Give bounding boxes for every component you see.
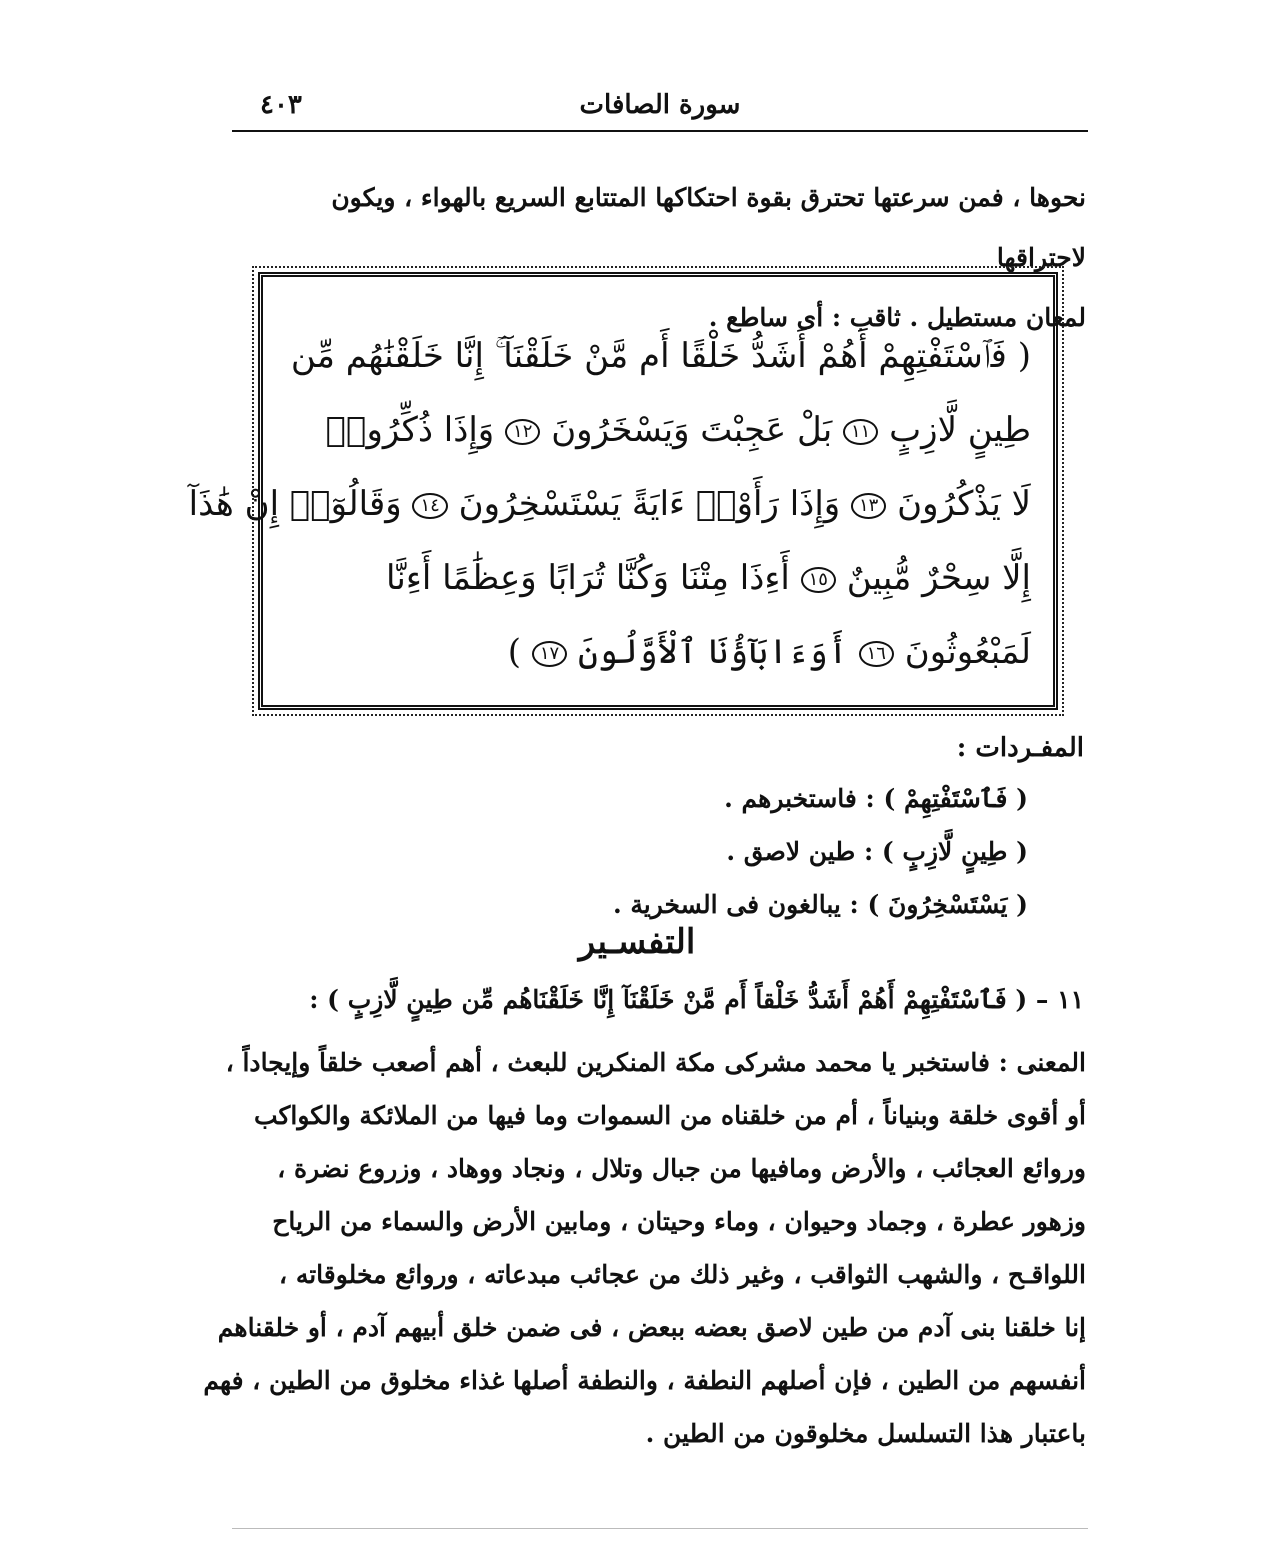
vocabulary-heading: المفـردات : xyxy=(956,733,1084,763)
verse-text xyxy=(188,319,1031,689)
vocabulary-item: ( يَسْتَسْخِرُونَ ) : يبالغون فى السخرية . xyxy=(612,890,1028,919)
page-header xyxy=(232,84,1088,128)
tafsir-line: وروائع العجائب ، والأرض ومافيها من جبال وتلال ، ونجاد ووهاد ، وزروع نضرة ، xyxy=(277,1154,1086,1183)
verse-number-badge: ١٧ xyxy=(532,641,567,667)
footer-divider xyxy=(232,1528,1088,1529)
page-number: ٤٠٣ xyxy=(260,90,302,120)
tafsir-line: وزهور عطرة ، وجماد وحيوان ، وماء وحيتان ، ومابين الأرض والسماء من الرياح xyxy=(272,1207,1086,1236)
verse-segment: أَءِذَا مِتْنَا وَكُنَّا تُرَابًا وَعِظَٰمًا أَءِنَّا xyxy=(386,558,790,598)
verse-line xyxy=(293,393,1031,467)
verse-number-badge: ١٦ xyxy=(859,641,894,667)
verse-segment: ( فَٱسْتَفْتِهِمْ أَهُمْ أَشَدُّ خَلْقًا أَم مَّنْ خَلَقْنَآ ۚ إِنَّا خَلَقْنَٰهُم مِّن xyxy=(290,336,1031,376)
tafsir-line: أنفسهم من الطين ، فإن أصلهم النطفة ، والنطفة أصلها غذاء مخلوق من الطين ، فهم xyxy=(203,1366,1086,1395)
tafsir-verse-reference: ١١ – ( فَٱسْتَفْتِهِمْ أَهُمْ أَشَدُّ خَلْقاً أَم مَّنْ خَلَقْنَآ إِنَّا خَلَقْنَاهُم مِّن طِينٍ لَّازِبٍ ) : xyxy=(309,985,1084,1014)
surah-title: سورة الصافات xyxy=(579,90,741,120)
verse-number-badge: ١١ xyxy=(843,419,878,445)
tafsir-line: المعنى : فاستخبر يا محمد مشركى مكة المنكرين للبعث ، أهم أصعب خلقاً وإيجاداً ، xyxy=(225,1048,1086,1077)
verse-segment: ) xyxy=(507,632,522,672)
intro-line: نحوها ، فمن سرعتها تحترق بقوة احتكاكها المتتابع السريع بالهواء ، ويكون لاحتراقها xyxy=(331,183,1086,272)
verse-segment: إِلَّا سِحْرٌ مُّبِينٌ xyxy=(846,558,1031,598)
verse-segment: وَإِذَا ذُكِّرُوا۟ xyxy=(325,410,495,450)
verse-number-badge: ١٥ xyxy=(801,567,836,593)
tafsir-line: اللواقـح ، والشهب الثواقب ، وغير ذلك من عجائب مبدعاته ، وروائع مخلوقاته ، xyxy=(279,1260,1086,1289)
intro-line: لمعان مستطيل . ثاقب : أى ساطع . xyxy=(708,303,1086,332)
vocabulary-item: ( فَٱسْتَفْتِهِمْ ) : فاستخبرهم . xyxy=(724,784,1028,813)
verse-segment: طِينٍ لَّازِبٍ xyxy=(889,410,1031,450)
verse-segment: أَوَءَابَآؤُنَا ٱلْأَوَّلُونَ xyxy=(577,632,848,672)
tafsir-heading: التفسـير xyxy=(578,922,696,962)
verse-line xyxy=(188,467,1031,541)
verse-line xyxy=(293,541,1031,615)
tafsir-paragraph xyxy=(203,1036,1086,1460)
verse-line xyxy=(293,615,1031,689)
verse-segment: وَإِذَا رَأَوْا۟ ءَايَةً يَسْتَسْخِرُونَ xyxy=(458,484,841,524)
verse-number-badge: ١٣ xyxy=(851,493,886,519)
quran-verse-frame xyxy=(188,272,1058,710)
tafsir-line: باعتبار هذا التسلسل مخلوقون من الطين . xyxy=(645,1419,1086,1448)
verse-number-badge: ١٢ xyxy=(505,419,540,445)
tafsir-line: أو أقوى خلقة وبنياناً ، أم من خلقناه من السموات وما فيها من الملائكة والكواكب xyxy=(253,1101,1086,1130)
verse-segment: وَقَالُوٓا۟ إِنْ هَٰذَآ xyxy=(188,484,402,524)
tafsir-line: إنا خلقنا بنى آدم من طين لاصق بعضه ببعض ، فى ضمن خلق أبيهم آدم ، أو خلقناهم xyxy=(217,1313,1086,1342)
verse-segment: لَا يَذْكُرُونَ xyxy=(897,484,1031,524)
verse-number-badge: ١٤ xyxy=(412,493,447,519)
verse-segment: لَمَبْعُوثُونَ xyxy=(904,632,1031,672)
header-divider xyxy=(232,130,1088,132)
vocabulary-item: ( طِينٍ لَّازِبٍ ) : طين لاصق . xyxy=(726,837,1028,866)
verse-segment: بَلْ عَجِبْتَ وَيَسْخَرُونَ xyxy=(551,410,833,450)
verse-line xyxy=(290,319,1031,393)
vocabulary-list xyxy=(248,772,1028,931)
